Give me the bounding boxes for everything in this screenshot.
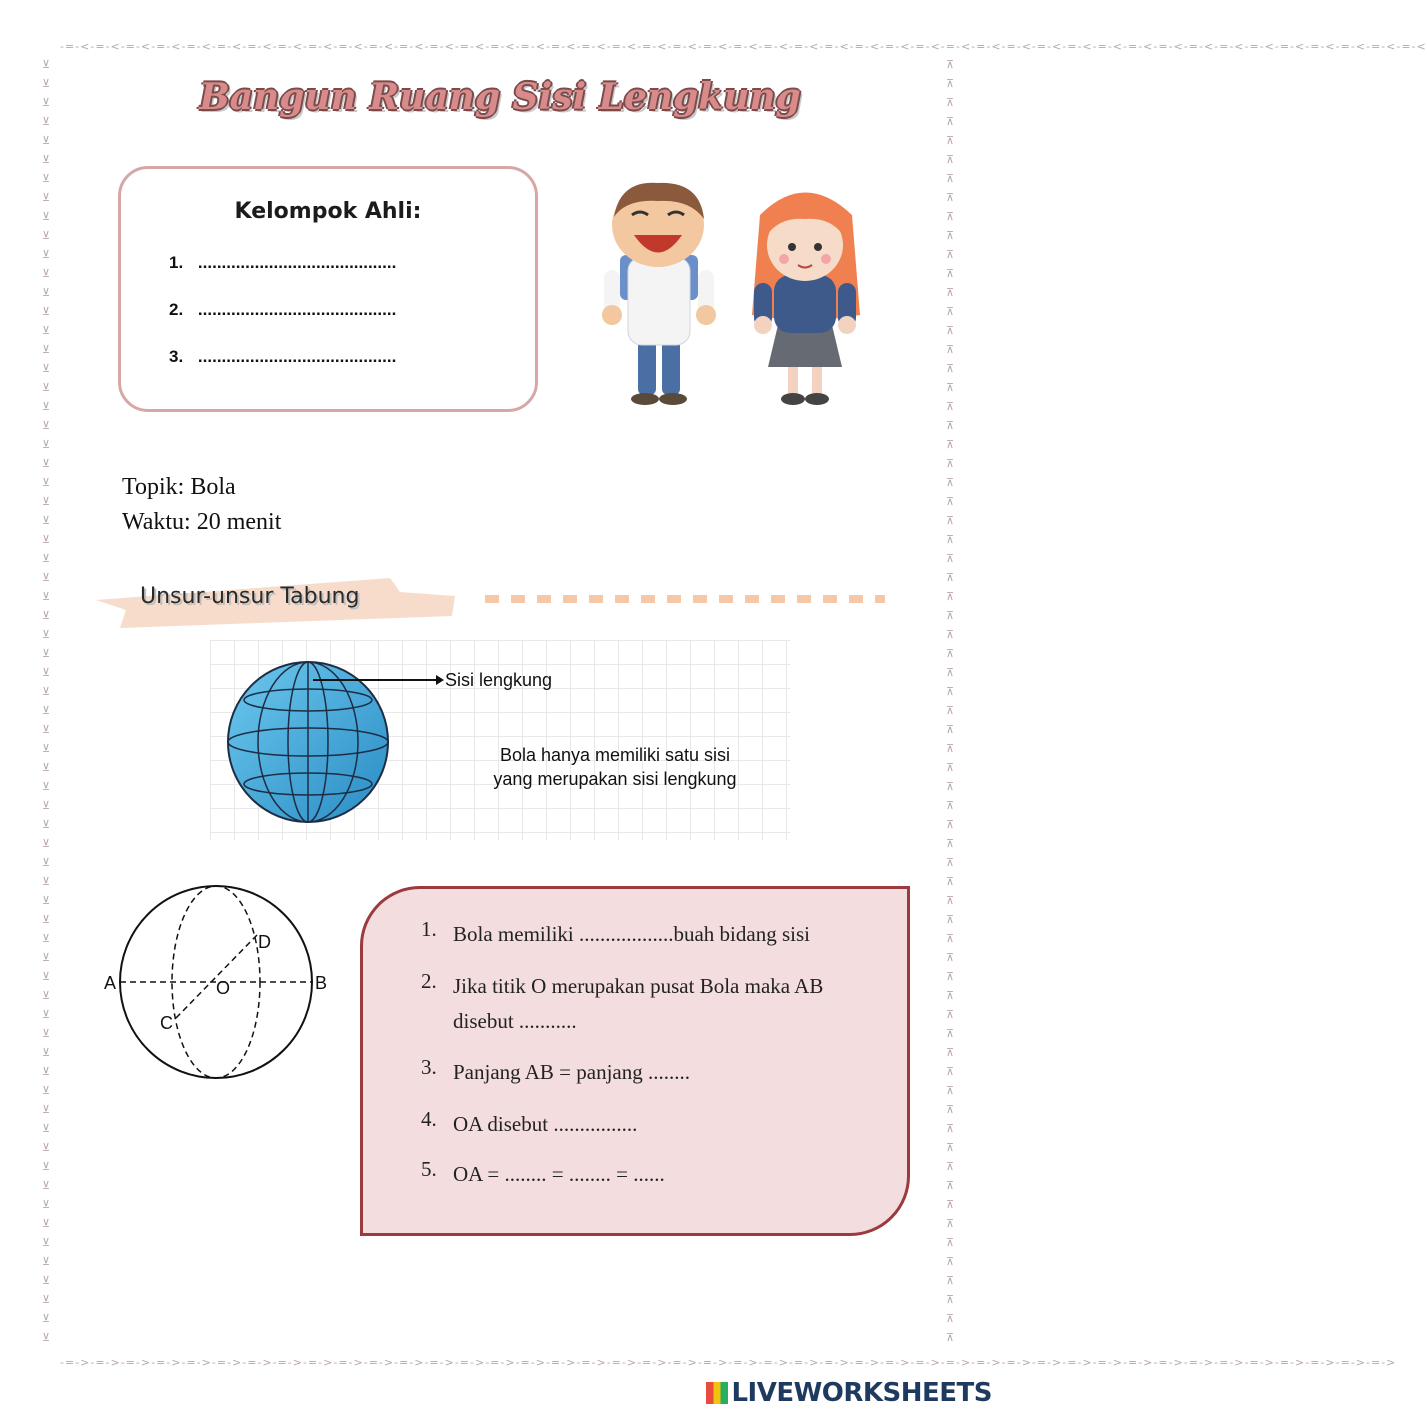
member-number: 2. [169,300,184,319]
member-number: 1. [169,253,184,272]
page-title: Bangun Ruang Sisi Lengkung [199,76,801,118]
member-line: .......................................... [197,300,397,319]
member-row-3[interactable] [169,347,396,367]
question-number: 5. [421,1157,437,1181]
section-title: Unsur-unsur Tabung [140,584,360,609]
member-number: 3. [169,347,184,366]
boy-and-girl-students-illustration-icon [590,175,880,410]
question-text: OA = ........ = ........ = ...... [453,1162,665,1186]
member-row-1[interactable] [169,253,396,273]
question-text: OA disebut ................ [453,1112,638,1136]
girl-figure [752,193,860,406]
member-line: .......................................... [197,347,397,366]
question-number: 2. [421,969,437,993]
member-line: .......................................... [197,253,397,272]
time-text: Waktu: 20 menit [122,509,282,535]
sphere-diagram [98,878,338,1088]
description-line-2: yang merupakan sisi lengkung [493,769,737,789]
questions-box [360,886,910,1236]
group-heading: Kelompok Ahli: [234,199,422,224]
sphere-panel [210,640,790,840]
border-left: ⊻ ⊻ ⊻ ⊻ ⊻ ⊻ ⊻ ⊻ ⊻ ⊻ ⊻ ⊻ ⊻ ⊻ ⊻ ⊻ ⊻ ⊻ ⊻ ⊻ ⊻ ⊻ ⊻ ⊻ ⊻ ⊻ ⊻ ⊻ ⊻ ⊻ ⊻ ⊻ ⊻ ⊻ ⊻ ⊻ ⊻ ⊻ ⊻ ⊻ ⊻ ⊻ ⊻ ⊻ ⊻ ⊻ ⊻ ⊻ ⊻ ⊻ ⊻ ⊻ ⊻ ⊻ ⊻ ⊻ ⊻ ⊻ ⊻ ⊻ ⊻ ⊻ ⊻ ⊻ ⊻ ⊻ ⊻ ⊻ [41,58,51,1344]
question-number: 1. [421,917,437,941]
question-text: Jika titik O merupakan pusat Bola maka AB disebut ........... [453,974,824,1033]
description-line-1: Bola hanya memiliki satu sisi [499,745,731,765]
topic-text: Topik: Bola [122,474,236,500]
brand-text: LIVEWORKSHEETS [731,1378,992,1408]
question-number: 3. [421,1055,437,1079]
label-b: B [315,973,328,993]
question-text: Bola memiliki ..................buah bidang sisi [453,922,810,946]
label-d: D [258,932,271,952]
border-right: ⊼ ⊼ ⊼ ⊼ ⊼ ⊼ ⊼ ⊼ ⊼ ⊼ ⊼ ⊼ ⊼ ⊼ ⊼ ⊼ ⊼ ⊼ ⊼ ⊼ ⊼ ⊼ ⊼ ⊼ ⊼ ⊼ ⊼ ⊼ ⊼ ⊼ ⊼ ⊼ ⊼ ⊼ ⊼ ⊼ ⊼ ⊼ ⊼ ⊼ ⊼ ⊼ ⊼ ⊼ ⊼ ⊼ ⊼ ⊼ ⊼ ⊼ ⊼ ⊼ ⊼ ⊼ ⊼ ⊼ ⊼ ⊼ ⊼ ⊼ ⊼ ⊼ ⊼ ⊼ ⊼ ⊼ ⊼ ⊼ [945,58,955,1344]
brand-mark-icon [706,1382,728,1404]
question-text: Panjang AB = panjang ........ [453,1060,690,1084]
boy-figure [602,183,716,405]
arrow-label: Sisi lengkung [445,670,553,690]
border-top: -=-<-=-<-=-<-=-<-=-<-=-<-=-<-=-<-=-<-=-<-=-<-=-<-=-<-=-<-=-<-=-<-=-<-=-<-=-<-=-<-=-<-=-<-=-<-=-<-=-<-=-<-=-<-=-<-=-<-=-<-=-<-=-<-=-<-=-<-=-<-=-<-=-<-=-<-=-<-=-<-=-<-=-<-=-<-=-<-=-< [60,40,1427,53]
sphere-description [460,743,770,791]
label-c: C [160,1013,173,1033]
group-box [118,166,538,412]
brand-logo[interactable] [706,1378,992,1408]
member-row-2[interactable] [169,300,396,320]
label-a: A [104,973,117,993]
question-number: 4. [421,1107,437,1131]
label-o: O [216,978,231,998]
border-bottom: -=->-=->-=->-=->-=->-=->-=->-=->-=->-=->-=->-=->-=->-=->-=->-=->-=->-=->-=->-=->-=->-=->-=->-=->-=->-=->-=->-=->-=->-=->-=->-=->-=->-=->-=->-=->-=->-=->-=->-=->-=->-=->-=->-=-> [60,1356,1397,1369]
